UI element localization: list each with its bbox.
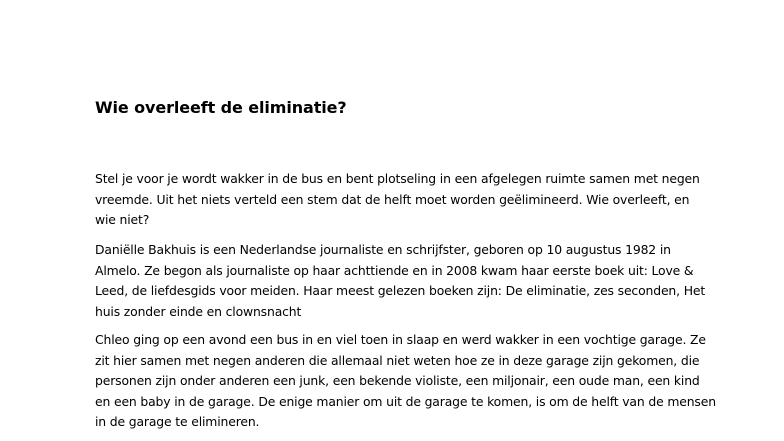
paragraph-line: Daniëlle Bakhuis is een Nederlandse journaliste en schrijfster, geboren op 10 augustus 1982 in — [95, 242, 671, 257]
document-title: Wie overleeft de eliminatie? — [95, 98, 347, 117]
paragraph-intro — [95, 169, 700, 231]
paragraph-summary — [95, 330, 716, 433]
paragraph-line: vreemde. Uit het niets verteld een stem dat de helft moet worden geëlimineerd. Wie overleeft, en — [95, 191, 690, 207]
paragraph-line: Almelo. Ze begon als journaliste op haar achttiende en in 2008 kwam haar eerste boek uit: Love & — [95, 262, 694, 278]
paragraph-author — [95, 240, 705, 322]
paragraph-line: Stel je voor je wordt wakker in de bus en bent plotseling in een afgelegen ruimte samen met negen — [95, 171, 700, 186]
paragraph-line: in de garage te elimineren. — [95, 414, 260, 429]
paragraph-line: huis zonder einde en clownsnacht — [95, 303, 302, 319]
paragraph-line: en een baby in de garage. De enige manier om uit de garage te komen, is om de helft van de mensen — [95, 393, 716, 409]
paragraph-line: wie niet? — [95, 212, 150, 227]
paragraph-line: Chleo ging op een avond een bus in en viel toen in slaap en werd wakker in een vochtige garage. Ze — [95, 332, 706, 347]
paragraph-line: personen zijn onder anderen een junk, een bekende violiste, een miljonair, een oude man, een kind — [95, 373, 700, 388]
paragraph-line: zit hier samen met negen anderen die allemaal niet weten hoe ze in deze garage zijn gekomen, die — [95, 352, 700, 368]
paragraph-line: Leed, de liefdesgids voor meiden. Haar meest gelezen boeken zijn: De eliminatie, zes seconden, Het — [95, 283, 706, 298]
